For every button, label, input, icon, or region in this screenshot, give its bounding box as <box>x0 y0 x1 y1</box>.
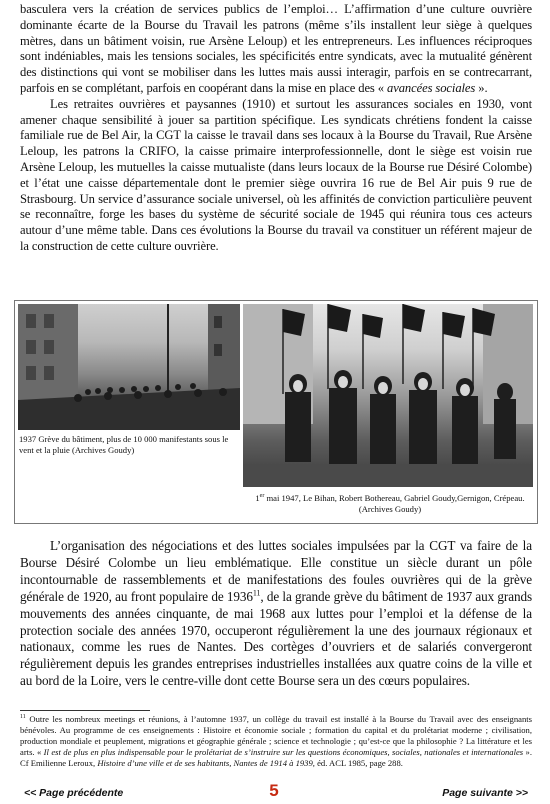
strike-1937-image <box>18 304 240 430</box>
footnote-text-3: , éd. ACL 1985, page 288. <box>312 757 403 768</box>
page-navigation <box>0 781 550 804</box>
body-text <box>20 538 532 690</box>
photo-frame <box>14 300 538 524</box>
page-number: 5 <box>269 781 279 800</box>
footnote-divider <box>20 710 150 711</box>
paragraph-1 <box>20 2 532 97</box>
footnote-ref-11[interactable]: 11 <box>252 588 261 598</box>
may-1947-image <box>243 304 533 487</box>
strike-1937-caption: 1937 Grève du bâtiment, plus de 10 000 manifestants sous le vent et la pluie (Archives Goudy) <box>19 434 229 455</box>
paragraph-1-end: ». <box>475 80 488 95</box>
paragraph-3-text-b: , de la grande grève du bâtiment de 1937 aux grands mouvements des années cinquante, de mai 1968 aux luttes pour l’emploi et la défense de la protection sociale des années 1970, occuperont régulièrement la une des journaux régionaux et nationaux, comme les rues de Nantes. Des cortèges d’ouvriers et de salariés convergeront régulièrement depuis les grandes entreprises industrielles installées aux quatre coins de la ville et au bord de la Loire, vers le centre-ville dont cette Bourse sera un des cœurs populaires. <box>20 588 532 689</box>
footnote-book-title: Histoire d’une ville et de ses habitants, Nantes de 1914 à 1939 <box>97 757 313 768</box>
next-page-link[interactable]: Page suivante >> <box>442 787 528 799</box>
paragraph-1-text: basculera vers la création de services publics de l’emploi… L’affirmation d’une culture ouvrière dominante écarte de la Bourse du Travail les patrons (même s’ils installent leur siège à quelques mètres, dans un bâtiment voisin, rue Arsène Leloup) et les entrepreneurs. Les influences réciproques sont indéniables, mais les tensions sociales, les spécificités entre syndicats, avec la mutualité génèrent des distinctions qui vont se mobiliser dans les luttes mais aussi interagir, parfois en se contrecarrant, parfois en se complétant, parfois en coopérant dans la mise en place des « <box>20 2 532 95</box>
intro-text <box>20 2 532 255</box>
paragraph-2: Les retraites ouvrières et paysannes (1910) et surtout les assurances sociales en 1930, vont amener chaque sensibilité à jouer sa partition spécifique. Les syndicats chrétiens fondent la caisse familiale rue de Bel Air, la CGT la caisse le travail dans ses locaux à la Bourse du Travail, Rue Arsène Leloup, les patrons la CRIFO, la caisse primaire interprofessionnelle, dont le siège est voisin rue Arsène Leloup, les mutuelles la caisse mutualiste (dans leurs locaux de la Bourse rue Désiré Colombe) et l’état une caisse départementale dont le premier siège ouvrira 16 rue de Bel Air puis 9 rue de Strasbourg. Un service d’assurance sociale universel, où les affinités de conviction particulière peuvent se reconnaître, forge les bases du système de sécurité sociale de 1945 qui réunira tous ces acteurs autour d’une même table. Dans ces évolutions la Bourse du travail va constituer un référent majeur de la construction de cette culture ouvrière. <box>20 96 532 253</box>
may-1947-caption-text: mai 1947, Le Bihan, Robert Bothereau, Gabriel Goudy,Gernigon, Crépeau. (Archives Goudy) <box>264 493 525 514</box>
paragraph-3 <box>20 538 532 690</box>
strike-1937-photo <box>18 304 240 430</box>
footnote-number: 11 <box>20 714 26 721</box>
may-1947-caption-sup: er <box>259 493 265 500</box>
may-1947-caption <box>247 493 533 514</box>
footnote-quote: Il est de plus en plus indispensable pour le prolétariat de s’instruire sur les questions économiques, sociales, nationales et internationales <box>43 746 524 757</box>
paragraph-3-text-a: L’organisation des négociations et des luttes sociales impulsées par la CGT va faire de la Bourse Désiré Colombe un lieu emblématique. Elle constitue un siècle durant un pôle incontournable de rassemblements et de manifestations des foules ouvrières qui de la grève générale de 1920, au front populaire de 1936 <box>20 538 532 604</box>
footnote-text: Outre les nombreux meetings et réunions, à l’automne 1937, un collège du travail est installé à la Bourse du Travail avec des enseignants bénévoles. Au programme de ces enseignements : Histoire et économie sociale ; formation du capital et du prolétariat moderne ; civilisation, production mondiale et peuplement, migrations et géographie générale ; science et technologie ; qu’est-ce que la philosophie ? La littérature et les arts. « <box>20 714 532 757</box>
footnote-text-2: ». Cf Emilienne Leroux, <box>20 746 533 768</box>
may-1947-photo <box>243 304 533 487</box>
previous-page-link[interactable]: << Page précédente <box>24 787 124 799</box>
may-1947-caption-day: 1 <box>255 493 260 503</box>
footnote-11 <box>20 714 532 769</box>
avancees-sociales-italic: avancées sociales <box>387 80 476 95</box>
